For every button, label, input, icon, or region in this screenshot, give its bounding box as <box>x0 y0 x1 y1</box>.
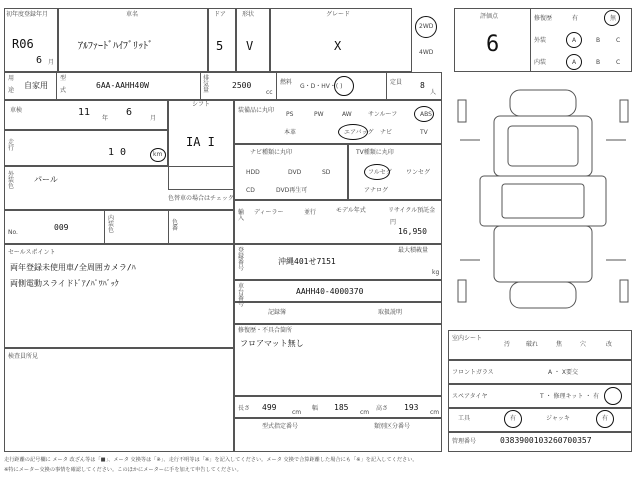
jack-label: ジャッキ <box>546 415 570 422</box>
interior-a: A <box>572 59 577 66</box>
import-label: 輸入 <box>238 209 245 222</box>
divider <box>56 72 57 100</box>
capacity-label: 定員 <box>390 79 403 86</box>
seat-opt-3: 焦 <box>556 341 563 348</box>
tire-opts: T ・ 修理キット ・ 有 <box>540 393 600 400</box>
grade-label: グレード <box>326 11 351 18</box>
grade-score: 6 <box>486 32 500 57</box>
mgmt-number: 0383900103260700357 <box>500 436 592 445</box>
doors: 5 <box>216 39 224 53</box>
navi-dvd: DVD <box>288 169 302 176</box>
seat-opt-4: 穴 <box>580 341 587 348</box>
chassis-label: 車台番号 <box>238 283 245 308</box>
mileage-label: 走行 <box>8 139 15 152</box>
tv-label: TV種類に丸印 <box>356 149 394 156</box>
fullseg-circle <box>364 164 390 180</box>
fuel-label: 燃料 <box>280 79 293 86</box>
interior-b: B <box>596 59 601 66</box>
exterior-a-circle <box>566 32 582 48</box>
divider <box>530 8 531 72</box>
seat-opt-5: 改 <box>606 341 613 348</box>
height-label: 高さ <box>376 405 389 412</box>
repair-history-opt2: 無 <box>610 15 617 22</box>
inspection-year-unit: 年 <box>102 115 109 122</box>
equip-abs: ABS <box>420 111 432 118</box>
width-label: 幅 <box>312 405 319 412</box>
repair-label: 修復歴・不具合箇所 <box>238 327 293 334</box>
tool-label: 工具 <box>458 415 471 422</box>
number-value: 009 <box>54 223 69 232</box>
displacement: 2500 <box>232 81 252 90</box>
dealer-label: ディーラー <box>254 209 284 216</box>
plate-value: 沖縄401せ7151 <box>278 257 336 266</box>
navi-label: ナビ種類に丸印 <box>250 149 293 156</box>
mgmt-label: 管理番号 <box>452 438 477 445</box>
interior-c: C <box>616 59 621 66</box>
divider <box>386 72 387 100</box>
repair-history-label: 修復歴 <box>534 15 553 22</box>
divider <box>276 72 277 100</box>
equip-pw: PW <box>314 111 324 118</box>
navi-cd: CD <box>246 187 255 194</box>
color-value: パール <box>34 175 58 184</box>
tester-box <box>4 348 234 452</box>
repair-value: フロアマット無し <box>240 339 304 348</box>
grade-score-label: 評価点 <box>480 13 499 20</box>
tire-yes-circle <box>604 387 622 405</box>
chassis-value: AAHH40-4000370 <box>296 287 364 296</box>
model: 6AA-AAHH40W <box>96 81 149 90</box>
inspection-month-unit: 月 <box>150 115 157 122</box>
seat-opt-1: 汚 <box>504 341 511 348</box>
inspection-month: 6 <box>126 107 133 118</box>
equip-sunroof: サンルーフ <box>368 111 398 118</box>
glass-label: フロントガラス <box>452 369 494 376</box>
manual-label: 取扱説明 <box>378 309 403 316</box>
parallel-label: 並行 <box>304 209 317 216</box>
max-load-label: 最大積載量 <box>398 247 429 254</box>
equip-navi: ナビ <box>380 129 393 136</box>
capacity-unit: 人 <box>430 89 437 96</box>
type-label: 型式指定番号 <box>262 423 299 430</box>
jack-yes-circle <box>596 410 614 428</box>
exterior-a: A <box>572 37 577 44</box>
tv-fullseg: フルセグ <box>368 169 392 176</box>
glass-opts: A ・ X要交 <box>548 369 579 376</box>
color-box <box>4 166 234 210</box>
max-load-unit: kg <box>432 269 440 276</box>
model-label-1: 型 <box>60 75 67 82</box>
equip-ps: PS <box>286 111 294 118</box>
width-unit: cm <box>360 409 370 416</box>
tv-analog: アナログ <box>364 187 389 194</box>
equip-airbag: エアバッグ <box>344 129 374 136</box>
records-box <box>234 302 442 324</box>
notes-line-2: 両側電動スライドﾄﾞｱ/ﾊﾟﾜﾊﾞｯｸ <box>10 279 119 288</box>
shape-label: 形状 <box>242 11 255 18</box>
car-diagram <box>450 80 636 324</box>
tool-yes-circle <box>504 410 522 428</box>
km-unit: km <box>153 151 163 158</box>
capacity: 8 <box>420 81 425 90</box>
repair-none-circle <box>604 10 620 26</box>
mileage: 1 0 <box>108 147 127 158</box>
fuel-hv-circle <box>334 76 354 96</box>
recycle-currency: 円 <box>390 219 397 226</box>
color-code-label: 色番 <box>172 219 179 232</box>
shape: V <box>246 39 254 53</box>
recycle-label: リサイクル預託金 <box>388 207 436 214</box>
use-label-2: 途 <box>8 87 15 94</box>
navi-dvd-play: DVD再生可 <box>276 187 308 194</box>
displacement-label: 排気量 <box>203 75 210 94</box>
use-label-1: 用 <box>8 75 15 82</box>
reg-month-unit: 月 <box>48 59 55 66</box>
equipment-label: 装備品に丸印 <box>238 107 275 114</box>
use-value: 自家用 <box>24 81 48 90</box>
navi-sd: SD <box>322 169 331 176</box>
color-label: 外装色 <box>8 171 15 190</box>
tool-value: 有 <box>510 415 517 422</box>
width: 185 <box>334 403 349 412</box>
divider <box>168 210 169 244</box>
model-label-2: 式 <box>60 87 67 94</box>
notes-box <box>4 244 234 348</box>
notes-line-1: 両年登録未使用車/全周囲カメラ/ﾊ <box>10 263 136 272</box>
number-label: No. <box>8 229 18 236</box>
footer-note-2: ※特にメーター交換の事情を確認してください。このほかにメーターに手を加えて申告してください。 <box>4 467 242 473</box>
model-year-label: モデル年式 <box>336 207 366 214</box>
notes-label: セールスポイント <box>8 249 56 256</box>
interior-a-circle <box>566 54 582 70</box>
car-name: ｱﾙﾌｧｰﾄﾞﾊｲﾌﾞﾘｯﾄﾞ <box>78 41 153 52</box>
car-name-label: 車名 <box>126 11 139 18</box>
repair-history-opt1: 有 <box>572 15 579 22</box>
seat-label: 室内シート <box>452 335 483 342</box>
use-row <box>4 72 442 100</box>
length: 499 <box>262 403 277 412</box>
tire-label: スペアタイヤ <box>452 393 488 400</box>
height-unit: cm <box>430 409 440 416</box>
height: 193 <box>404 403 419 412</box>
interior-color-label: 内装色 <box>108 215 115 234</box>
equip-tv: TV <box>420 129 428 136</box>
divider <box>104 210 105 244</box>
class-label: 類別区分番号 <box>374 423 411 430</box>
exterior-c: C <box>616 37 621 44</box>
reg-month: 6 <box>36 55 43 66</box>
jack-value: 有 <box>602 415 609 422</box>
inspection-year: 11 <box>78 107 91 118</box>
reg-label: 初年度登録年月 <box>6 11 49 18</box>
color-change-note: 色替車の場合はチェック <box>168 195 234 202</box>
equip-aw: AW <box>342 111 352 118</box>
door-label: ドア <box>214 11 226 18</box>
record-book-label: 記録簿 <box>268 309 287 316</box>
abs-circle <box>414 106 434 122</box>
plate-label: 登録番号 <box>238 247 245 272</box>
exterior-b: B <box>596 37 601 44</box>
tv-oneseg: ワンセグ <box>406 169 431 176</box>
recycle-value: 16,950 <box>398 227 427 236</box>
repair-box <box>234 324 442 396</box>
cc-unit: cc <box>266 89 273 96</box>
footer-note-1: 走行距離の記号欄に メータ 改ざん等は「■」、メータ 交換等は「※」、走行不明等は「※」を記入してください。メータ 交換で合算距離した場合にも「※」を記入してください。 <box>4 457 418 463</box>
mileage-box <box>4 130 168 166</box>
fuel-options: G・D・HV・( ) <box>300 83 343 90</box>
reg-era: R06 <box>12 37 34 51</box>
airbag-circle <box>338 124 368 140</box>
shift: IA I <box>186 135 215 149</box>
grade: X <box>334 39 342 53</box>
equip-leather: 本革 <box>284 129 297 136</box>
navi-hdd: HDD <box>246 169 260 176</box>
seat-opt-2: 破れ <box>526 341 539 348</box>
divider <box>200 72 201 100</box>
number-row <box>4 210 234 244</box>
length-label: 長さ <box>238 405 251 412</box>
exterior-label: 外装 <box>534 37 547 44</box>
inspection-label: 車検 <box>10 107 23 114</box>
2wd-label: 2WD <box>419 23 434 30</box>
4wd-label: 4WD <box>419 49 434 56</box>
length-unit: cm <box>292 409 302 416</box>
interior-label: 内装 <box>534 59 547 66</box>
shift-label: シフト <box>192 101 211 108</box>
tester-label: 検査員所見 <box>8 353 39 360</box>
